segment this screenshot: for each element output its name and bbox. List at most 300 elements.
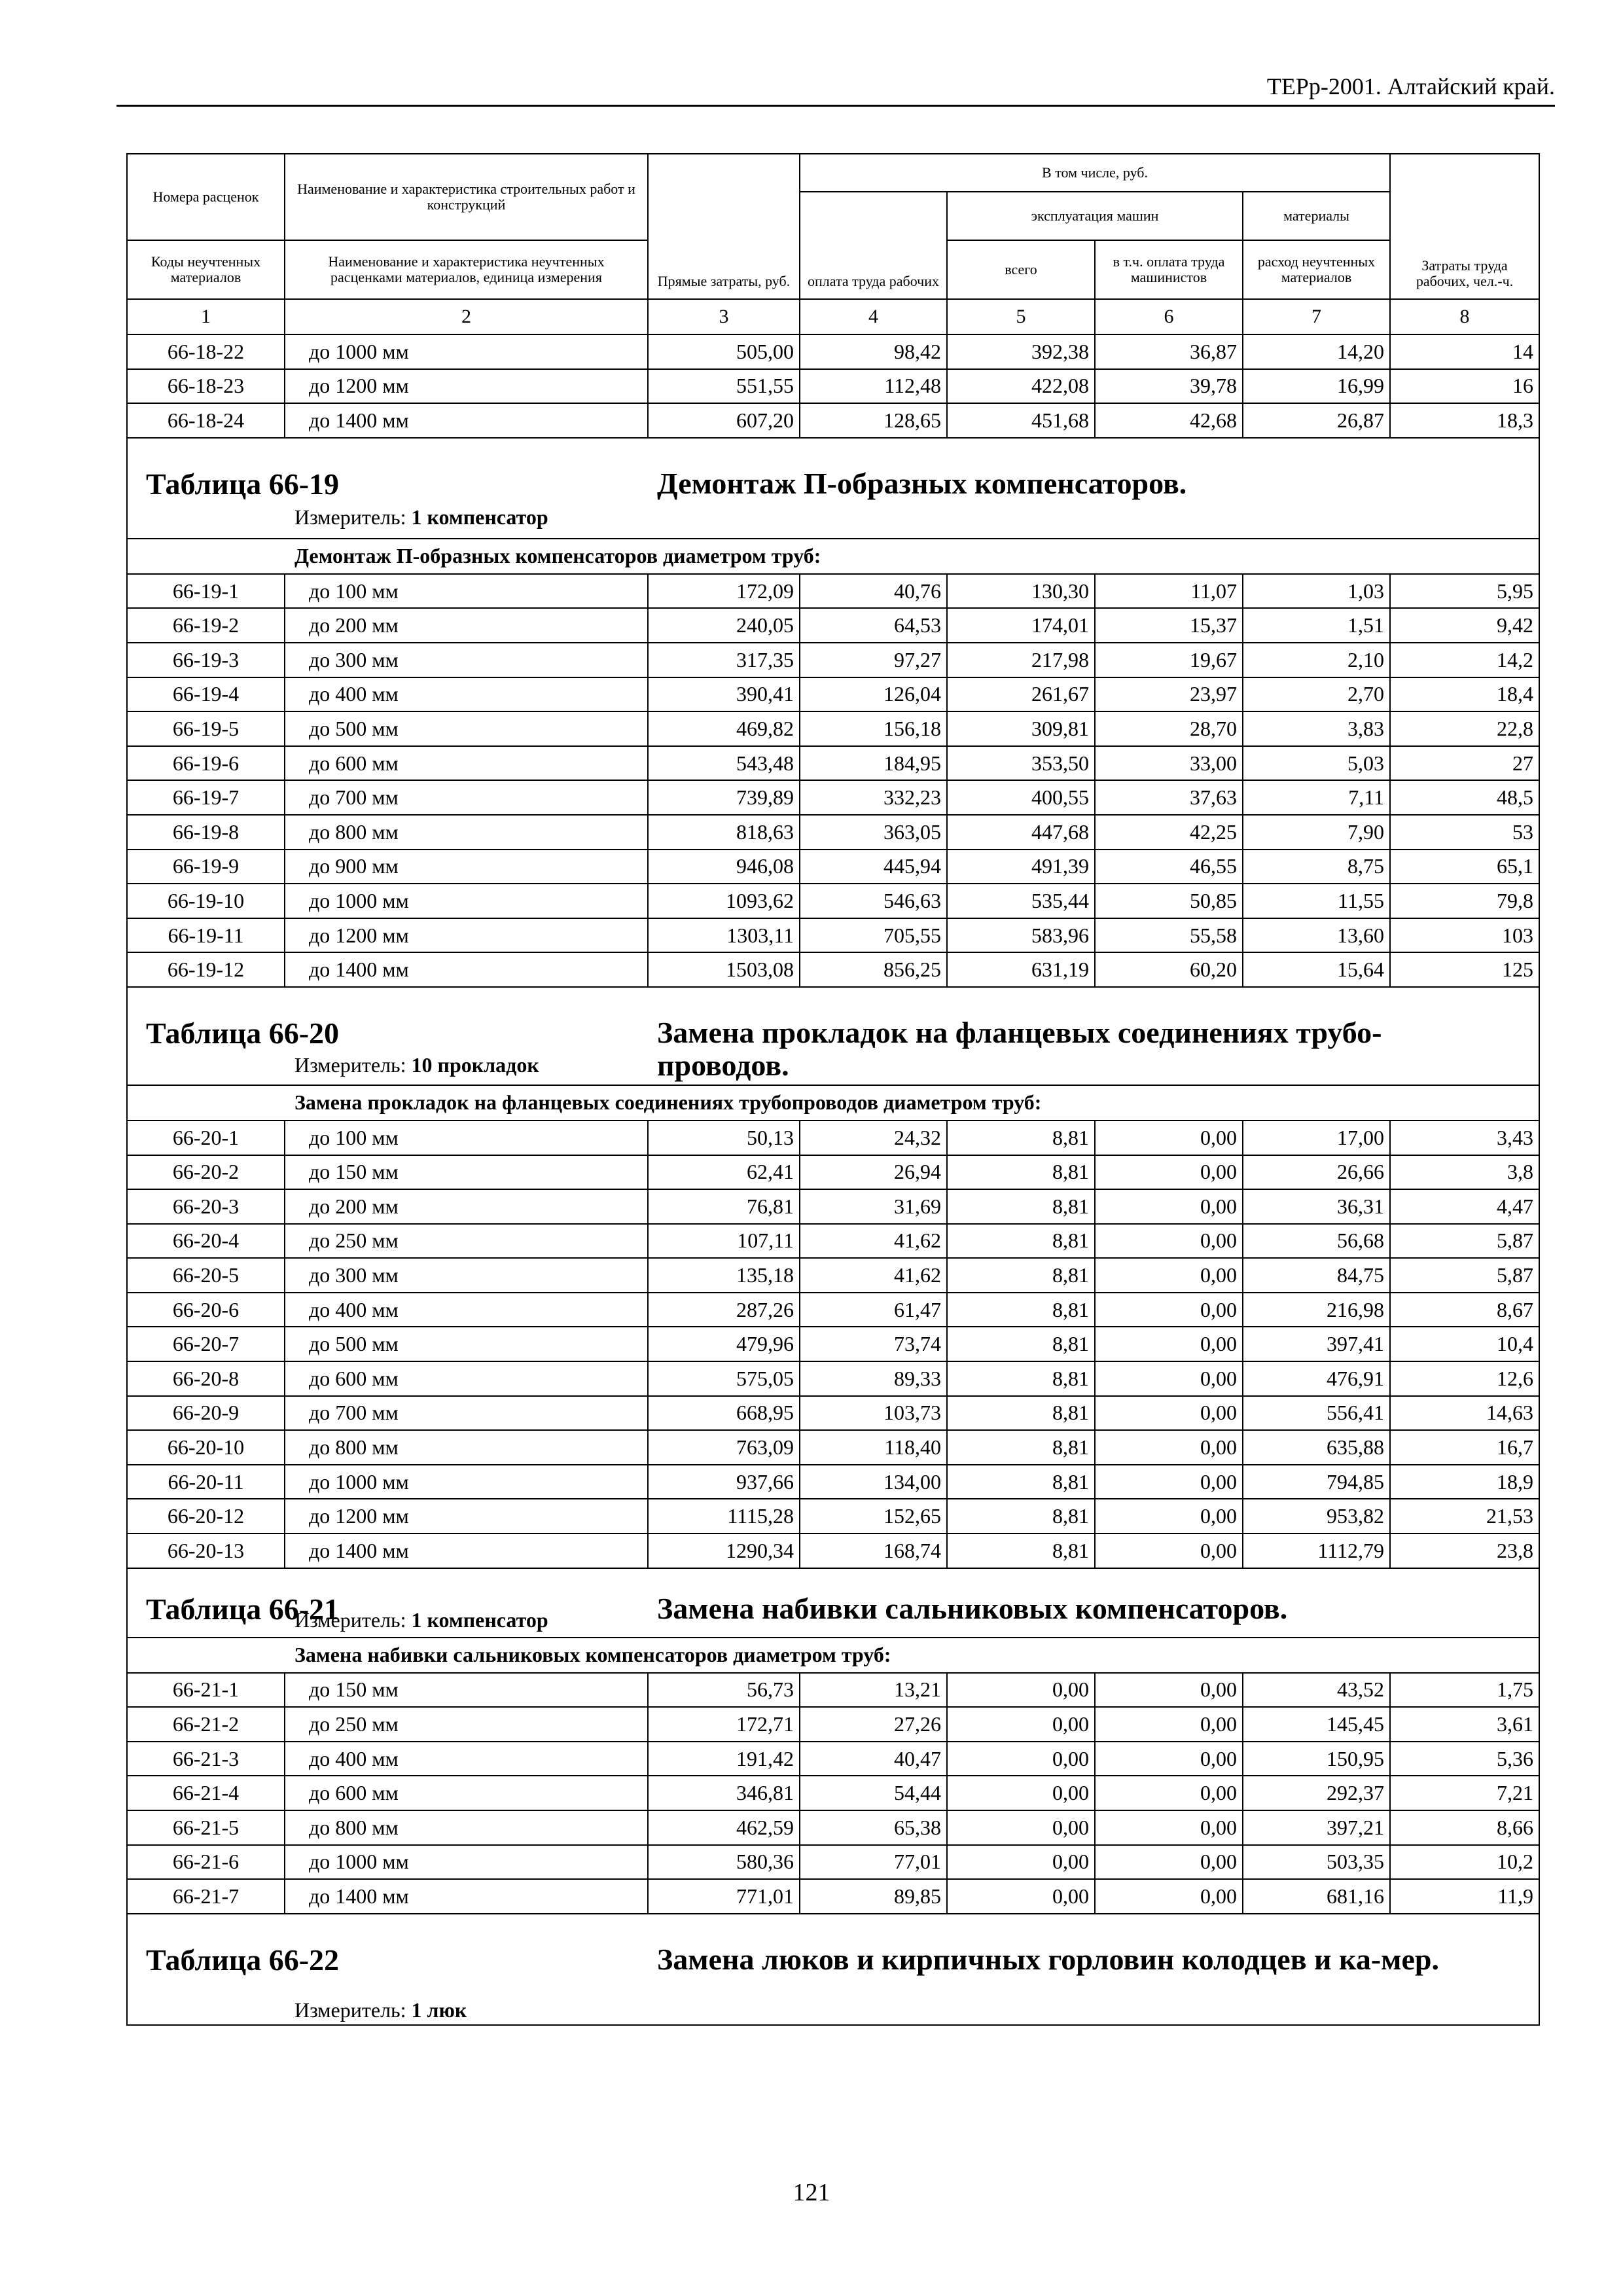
cell-materials: 150,95 [1243, 1742, 1390, 1776]
table-title: Замена люков и кирпичных горловин колодцев и ка-мер. [657, 1942, 1440, 1976]
rate-code: 66-21-4 [127, 1776, 285, 1810]
cell-labor-pay: 41,62 [800, 1258, 947, 1293]
rate-name: до 1200 мм [285, 918, 648, 953]
header-incl-group: В том числе, руб. [800, 154, 1390, 192]
cell-materials: 5,03 [1243, 746, 1390, 781]
rate-code: 66-19-6 [127, 746, 285, 781]
rate-name: до 1200 мм [285, 1499, 648, 1534]
cell-labor-hours: 8,66 [1390, 1810, 1539, 1845]
header-machines-total: всего [947, 240, 1095, 299]
cell-machines-total: 491,39 [947, 850, 1095, 884]
rate-code: 66-19-2 [127, 608, 285, 643]
cell-labor-hours: 3,43 [1390, 1121, 1539, 1155]
unit-value: 1 компенсатор [411, 1607, 548, 1632]
cell-labor-hours: 5,87 [1390, 1224, 1539, 1259]
table-row [127, 1396, 1539, 1431]
header-direct-costs: Прямые затраты, руб. [648, 154, 800, 299]
rate-code: 66-21-6 [127, 1845, 285, 1880]
cell-labor-hours: 10,4 [1390, 1327, 1539, 1361]
cell-labor-pay: 89,85 [800, 1879, 947, 1914]
cell-direct-costs: 1290,34 [648, 1534, 800, 1568]
running-header: ТЕРр-2001. Алтайский край. [1266, 73, 1555, 99]
column-number-row [127, 299, 1539, 334]
rate-code: 66-20-13 [127, 1534, 285, 1568]
table-row [127, 815, 1539, 850]
cell-labor-hours: 5,95 [1390, 574, 1539, 609]
cell-materials: 84,75 [1243, 1258, 1390, 1293]
table-section-header [127, 1914, 1539, 2025]
rate-code: 66-20-12 [127, 1499, 285, 1534]
rate-code: 66-21-2 [127, 1707, 285, 1742]
rate-code: 66-19-8 [127, 815, 285, 850]
cell-machines-labor: 15,37 [1095, 608, 1243, 643]
rate-code: 66-19-11 [127, 918, 285, 953]
column-number: 2 [285, 299, 648, 334]
cell-labor-hours: 22,8 [1390, 711, 1539, 746]
cell-labor-pay: 126,04 [800, 677, 947, 712]
cell-machines-labor: 0,00 [1095, 1224, 1243, 1259]
cell-labor-pay: 41,62 [800, 1224, 947, 1259]
table-row [127, 1430, 1539, 1465]
rate-name: до 300 мм [285, 643, 648, 677]
table-row [127, 1707, 1539, 1742]
rate-name: до 600 мм [285, 1776, 648, 1810]
cell-labor-hours: 4,47 [1390, 1189, 1539, 1224]
unit-of-measure [294, 1997, 467, 2023]
cell-machines-total: 0,00 [947, 1810, 1095, 1845]
cell-materials: 635,88 [1243, 1430, 1390, 1465]
cell-labor-hours: 125 [1390, 952, 1539, 987]
cell-machines-labor: 11,07 [1095, 574, 1243, 609]
cell-labor-pay: 27,26 [800, 1707, 947, 1742]
table-row [127, 1121, 1539, 1155]
table-row [127, 1189, 1539, 1224]
cell-labor-pay: 64,53 [800, 608, 947, 643]
cell-labor-hours: 1,75 [1390, 1673, 1539, 1708]
cell-labor-hours: 9,42 [1390, 608, 1539, 643]
table-row [127, 1879, 1539, 1914]
cell-labor-pay: 40,76 [800, 574, 947, 609]
cell-machines-labor: 46,55 [1095, 850, 1243, 884]
cell-labor-pay: 103,73 [800, 1396, 947, 1431]
group-subheader: Замена прокладок на фланцевых соединениях трубопроводов диаметром труб: [127, 1085, 1539, 1121]
cell-machines-labor: 0,00 [1095, 1845, 1243, 1880]
table-row [127, 403, 1539, 438]
group-subheader: Замена набивки сальниковых компенсаторов диаметром труб: [127, 1638, 1539, 1673]
cell-machines-labor: 0,00 [1095, 1189, 1243, 1224]
cell-labor-pay: 134,00 [800, 1465, 947, 1499]
table-label: Таблица 66-19 [146, 467, 340, 501]
rate-name: до 700 мм [285, 780, 648, 815]
cell-machines-labor: 0,00 [1095, 1673, 1243, 1708]
cell-materials: 11,55 [1243, 884, 1390, 918]
cell-machines-total: 8,81 [947, 1396, 1095, 1431]
cell-machines-labor: 28,70 [1095, 711, 1243, 746]
header-materials-group: материалы [1243, 192, 1390, 240]
column-number: 8 [1390, 299, 1539, 334]
cell-labor-hours: 16,7 [1390, 1430, 1539, 1465]
cell-labor-hours: 103 [1390, 918, 1539, 953]
cell-labor-hours: 5,36 [1390, 1742, 1539, 1776]
cell-materials: 3,83 [1243, 711, 1390, 746]
rates-table [126, 153, 1540, 2026]
cell-labor-pay: 24,32 [800, 1121, 947, 1155]
cell-direct-costs: 739,89 [648, 780, 800, 815]
cell-machines-total: 174,01 [947, 608, 1095, 643]
cell-materials: 397,21 [1243, 1810, 1390, 1845]
column-number: 1 [127, 299, 285, 334]
cell-machines-total: 535,44 [947, 884, 1095, 918]
table-row [127, 1155, 1539, 1190]
table-row [127, 746, 1539, 781]
rate-name: до 200 мм [285, 1189, 648, 1224]
cell-machines-labor: 0,00 [1095, 1465, 1243, 1499]
table-section-header [127, 1568, 1539, 1638]
cell-labor-hours: 65,1 [1390, 850, 1539, 884]
cell-materials: 36,31 [1243, 1189, 1390, 1224]
cell-machines-total: 8,81 [947, 1224, 1095, 1259]
cell-machines-total: 8,81 [947, 1258, 1095, 1293]
table-row [127, 369, 1539, 404]
table-section-header [127, 987, 1539, 1085]
cell-materials: 8,75 [1243, 850, 1390, 884]
table-row [127, 1534, 1539, 1568]
cell-materials: 556,41 [1243, 1396, 1390, 1431]
cell-materials: 145,45 [1243, 1707, 1390, 1742]
table-row [127, 1810, 1539, 1845]
table-row [127, 850, 1539, 884]
rate-name: до 400 мм [285, 677, 648, 712]
cell-direct-costs: 818,63 [648, 815, 800, 850]
cell-labor-pay: 363,05 [800, 815, 947, 850]
cell-labor-pay: 77,01 [800, 1845, 947, 1880]
cell-labor-pay: 445,94 [800, 850, 947, 884]
column-number: 5 [947, 299, 1095, 334]
table-row [127, 1673, 1539, 1708]
cell-labor-pay: 184,95 [800, 746, 947, 781]
cell-labor-pay: 54,44 [800, 1776, 947, 1810]
table-title: Замена прокладок на фланцевых соединениях трубо-проводов. [657, 1015, 1382, 1082]
cell-machines-labor: 37,63 [1095, 780, 1243, 815]
cell-materials: 953,82 [1243, 1499, 1390, 1534]
rate-name: до 500 мм [285, 711, 648, 746]
unit-value: 1 компенсатор [411, 505, 548, 529]
cell-direct-costs: 172,71 [648, 1707, 800, 1742]
cell-materials: 56,68 [1243, 1224, 1390, 1259]
cell-machines-total: 422,08 [947, 369, 1095, 404]
cell-machines-labor: 42,68 [1095, 403, 1243, 438]
cell-machines-total: 8,81 [947, 1189, 1095, 1224]
cell-direct-costs: 937,66 [648, 1465, 800, 1499]
group-subheader: Демонтаж П-образных компенсаторов диаметром труб: [127, 539, 1539, 574]
rate-name: до 800 мм [285, 1810, 648, 1845]
cell-machines-labor: 0,00 [1095, 1499, 1243, 1534]
cell-machines-total: 631,19 [947, 952, 1095, 987]
cell-machines-labor: 0,00 [1095, 1396, 1243, 1431]
rate-name: до 250 мм [285, 1224, 648, 1259]
cell-machines-labor: 0,00 [1095, 1534, 1243, 1568]
table-row [127, 334, 1539, 369]
rate-name: до 400 мм [285, 1293, 648, 1327]
cell-labor-hours: 21,53 [1390, 1499, 1539, 1534]
rate-name: до 500 мм [285, 1327, 648, 1361]
cell-labor-hours: 12,6 [1390, 1361, 1539, 1396]
cell-direct-costs: 1303,11 [648, 918, 800, 953]
cell-labor-pay: 13,21 [800, 1673, 947, 1708]
cell-direct-costs: 462,59 [648, 1810, 800, 1845]
cell-machines-labor: 23,97 [1095, 677, 1243, 712]
unit-value: 1 люк [411, 1998, 467, 2022]
cell-direct-costs: 346,81 [648, 1776, 800, 1810]
cell-machines-total: 0,00 [947, 1776, 1095, 1810]
rate-code: 66-18-22 [127, 334, 285, 369]
cell-direct-costs: 76,81 [648, 1189, 800, 1224]
cell-labor-pay: 31,69 [800, 1189, 947, 1224]
cell-materials: 7,90 [1243, 815, 1390, 850]
rate-code: 66-20-9 [127, 1396, 285, 1431]
cell-labor-pay: 856,25 [800, 952, 947, 987]
cell-machines-total: 0,00 [947, 1845, 1095, 1880]
rate-code: 66-20-11 [127, 1465, 285, 1499]
rate-code: 66-19-12 [127, 952, 285, 987]
cell-machines-total: 353,50 [947, 746, 1095, 781]
rate-code: 66-21-3 [127, 1742, 285, 1776]
cell-labor-pay: 118,40 [800, 1430, 947, 1465]
header-name-top: Наименование и характеристика строительных работ и конструкций [285, 154, 648, 240]
cell-direct-costs: 946,08 [648, 850, 800, 884]
cell-direct-costs: 479,96 [648, 1327, 800, 1361]
cell-materials: 794,85 [1243, 1465, 1390, 1499]
cell-direct-costs: 668,95 [648, 1396, 800, 1431]
rate-code: 66-18-24 [127, 403, 285, 438]
cell-materials: 681,16 [1243, 1879, 1390, 1914]
cell-labor-hours: 10,2 [1390, 1845, 1539, 1880]
cell-labor-pay: 97,27 [800, 643, 947, 677]
cell-labor-hours: 18,3 [1390, 403, 1539, 438]
table-row [127, 1224, 1539, 1259]
cell-machines-total: 217,98 [947, 643, 1095, 677]
unit-of-measure [294, 1607, 548, 1633]
rate-code: 66-20-3 [127, 1189, 285, 1224]
column-number: 6 [1095, 299, 1243, 334]
rate-code: 66-20-6 [127, 1293, 285, 1327]
table-row [127, 1499, 1539, 1534]
rate-code: 66-21-7 [127, 1879, 285, 1914]
table-row [127, 1293, 1539, 1327]
cell-labor-hours: 8,67 [1390, 1293, 1539, 1327]
cell-machines-total: 8,81 [947, 1327, 1095, 1361]
cell-machines-total: 8,81 [947, 1361, 1095, 1396]
rate-code: 66-20-8 [127, 1361, 285, 1396]
cell-direct-costs: 390,41 [648, 677, 800, 712]
rate-code: 66-20-2 [127, 1155, 285, 1190]
cell-labor-hours: 14 [1390, 334, 1539, 369]
header-labor-hours: Затраты труда рабочих, чел.-ч. [1390, 154, 1539, 299]
cell-machines-total: 8,81 [947, 1534, 1095, 1568]
cell-machines-total: 447,68 [947, 815, 1095, 850]
cell-machines-labor: 0,00 [1095, 1121, 1243, 1155]
cell-direct-costs: 580,36 [648, 1845, 800, 1880]
cell-direct-costs: 287,26 [648, 1293, 800, 1327]
table-label: Таблица 66-20 [146, 1016, 340, 1050]
cell-materials: 397,41 [1243, 1327, 1390, 1361]
cell-labor-hours: 23,8 [1390, 1534, 1539, 1568]
cell-materials: 1,51 [1243, 608, 1390, 643]
header-machines-group: эксплуатация машин [947, 192, 1243, 240]
rate-name: до 150 мм [285, 1155, 648, 1190]
cell-machines-total: 392,38 [947, 334, 1095, 369]
cell-machines-labor: 55,58 [1095, 918, 1243, 953]
table-row [127, 608, 1539, 643]
cell-machines-total: 451,68 [947, 403, 1095, 438]
unit-label: Измеритель: [294, 1998, 412, 2022]
unit-value: 10 прокладок [411, 1052, 539, 1077]
cell-direct-costs: 50,13 [648, 1121, 800, 1155]
cell-machines-labor: 60,20 [1095, 952, 1243, 987]
cell-direct-costs: 62,41 [648, 1155, 800, 1190]
unit-label: Измеритель: [294, 1607, 412, 1632]
cell-labor-hours: 7,21 [1390, 1776, 1539, 1810]
cell-labor-hours: 48,5 [1390, 780, 1539, 815]
cell-labor-pay: 705,55 [800, 918, 947, 953]
table-section-header [127, 438, 1539, 539]
cell-machines-total: 8,81 [947, 1121, 1095, 1155]
rate-name: до 1400 мм [285, 1879, 648, 1914]
rate-name: до 600 мм [285, 1361, 648, 1396]
unit-of-measure [294, 504, 548, 530]
rate-name: до 800 мм [285, 815, 648, 850]
cell-direct-costs: 191,42 [648, 1742, 800, 1776]
cell-machines-total: 0,00 [947, 1673, 1095, 1708]
cell-labor-pay: 98,42 [800, 334, 947, 369]
cell-machines-labor: 0,00 [1095, 1879, 1243, 1914]
cell-labor-hours: 79,8 [1390, 884, 1539, 918]
cell-labor-hours: 16 [1390, 369, 1539, 404]
rate-code: 66-21-1 [127, 1673, 285, 1708]
cell-machines-total: 8,81 [947, 1155, 1095, 1190]
rate-name: до 1000 мм [285, 1465, 648, 1499]
unit-label: Измеритель: [294, 1052, 412, 1077]
table-row [127, 952, 1539, 987]
cell-machines-total: 309,81 [947, 711, 1095, 746]
cell-labor-hours: 18,9 [1390, 1465, 1539, 1499]
header-machines-labor: в т.ч. оплата труда машинистов [1095, 240, 1243, 299]
rate-code: 66-19-4 [127, 677, 285, 712]
cell-direct-costs: 543,48 [648, 746, 800, 781]
table-row [127, 677, 1539, 712]
cell-direct-costs: 763,09 [648, 1430, 800, 1465]
rate-code: 66-19-3 [127, 643, 285, 677]
rate-name: до 900 мм [285, 850, 648, 884]
cell-machines-labor: 0,00 [1095, 1155, 1243, 1190]
cell-labor-pay: 26,94 [800, 1155, 947, 1190]
table-row [127, 780, 1539, 815]
cell-labor-pay: 65,38 [800, 1810, 947, 1845]
cell-machines-labor: 0,00 [1095, 1707, 1243, 1742]
unit-of-measure [294, 1052, 539, 1078]
rate-name: до 250 мм [285, 1707, 648, 1742]
cell-machines-total: 0,00 [947, 1879, 1095, 1914]
cell-machines-total: 0,00 [947, 1707, 1095, 1742]
cell-machines-labor: 0,00 [1095, 1258, 1243, 1293]
cell-direct-costs: 1503,08 [648, 952, 800, 987]
cell-machines-labor: 0,00 [1095, 1742, 1243, 1776]
table-title: Замена набивки сальниковых компенсаторов. [657, 1591, 1288, 1625]
cell-labor-hours: 3,8 [1390, 1155, 1539, 1190]
cell-labor-pay: 73,74 [800, 1327, 947, 1361]
cell-machines-labor: 0,00 [1095, 1327, 1243, 1361]
rate-name: до 1400 мм [285, 952, 648, 987]
header-code-top: Номера расценок [127, 154, 285, 240]
cell-materials: 503,35 [1243, 1845, 1390, 1880]
cell-machines-labor: 0,00 [1095, 1776, 1243, 1810]
cell-labor-pay: 61,47 [800, 1293, 947, 1327]
cell-machines-labor: 50,85 [1095, 884, 1243, 918]
rate-code: 66-18-23 [127, 369, 285, 404]
cell-labor-pay: 40,47 [800, 1742, 947, 1776]
cell-direct-costs: 607,20 [648, 403, 800, 438]
rate-name: до 400 мм [285, 1742, 648, 1776]
cell-direct-costs: 1093,62 [648, 884, 800, 918]
cell-machines-labor: 0,00 [1095, 1430, 1243, 1465]
cell-machines-total: 261,67 [947, 677, 1095, 712]
table-row [127, 643, 1539, 677]
rate-code: 66-21-5 [127, 1810, 285, 1845]
cell-materials: 14,20 [1243, 334, 1390, 369]
table-row [127, 1258, 1539, 1293]
cell-machines-total: 0,00 [947, 1742, 1095, 1776]
cell-direct-costs: 172,09 [648, 574, 800, 609]
rate-name: до 150 мм [285, 1673, 648, 1708]
table-row [127, 1845, 1539, 1880]
cell-direct-costs: 56,73 [648, 1673, 800, 1708]
column-number: 4 [800, 299, 947, 334]
cell-labor-pay: 152,65 [800, 1499, 947, 1534]
cell-labor-hours: 18,4 [1390, 677, 1539, 712]
cell-direct-costs: 551,55 [648, 369, 800, 404]
cell-labor-pay: 168,74 [800, 1534, 947, 1568]
rate-name: до 1200 мм [285, 369, 648, 404]
rate-name: до 600 мм [285, 746, 648, 781]
cell-direct-costs: 505,00 [648, 334, 800, 369]
rate-code: 66-19-5 [127, 711, 285, 746]
rate-name: до 1000 мм [285, 884, 648, 918]
cell-labor-hours: 14,63 [1390, 1396, 1539, 1431]
cell-labor-hours: 27 [1390, 746, 1539, 781]
table-row [127, 574, 1539, 609]
cell-materials: 476,91 [1243, 1361, 1390, 1396]
rate-code: 66-20-5 [127, 1258, 285, 1293]
cell-materials: 2,70 [1243, 677, 1390, 712]
table-row [127, 1327, 1539, 1361]
header-code-bottom: Коды неучтенных материалов [127, 240, 285, 299]
table-title: Демонтаж П-образных компенсаторов. [657, 466, 1187, 500]
table-label: Таблица 66-22 [146, 1943, 340, 1977]
cell-labor-hours: 3,61 [1390, 1707, 1539, 1742]
table-row [127, 1742, 1539, 1776]
cell-direct-costs: 135,18 [648, 1258, 800, 1293]
rate-name: до 1400 мм [285, 403, 648, 438]
group-subheader-row [127, 539, 1539, 574]
rate-name: до 1000 мм [285, 334, 648, 369]
group-subheader-row [127, 1085, 1539, 1121]
table-row [127, 1361, 1539, 1396]
column-number: 3 [648, 299, 800, 334]
cell-labor-pay: 89,33 [800, 1361, 947, 1396]
cell-labor-hours: 53 [1390, 815, 1539, 850]
page-number: 121 [793, 2179, 830, 2206]
rate-name: до 300 мм [285, 1258, 648, 1293]
